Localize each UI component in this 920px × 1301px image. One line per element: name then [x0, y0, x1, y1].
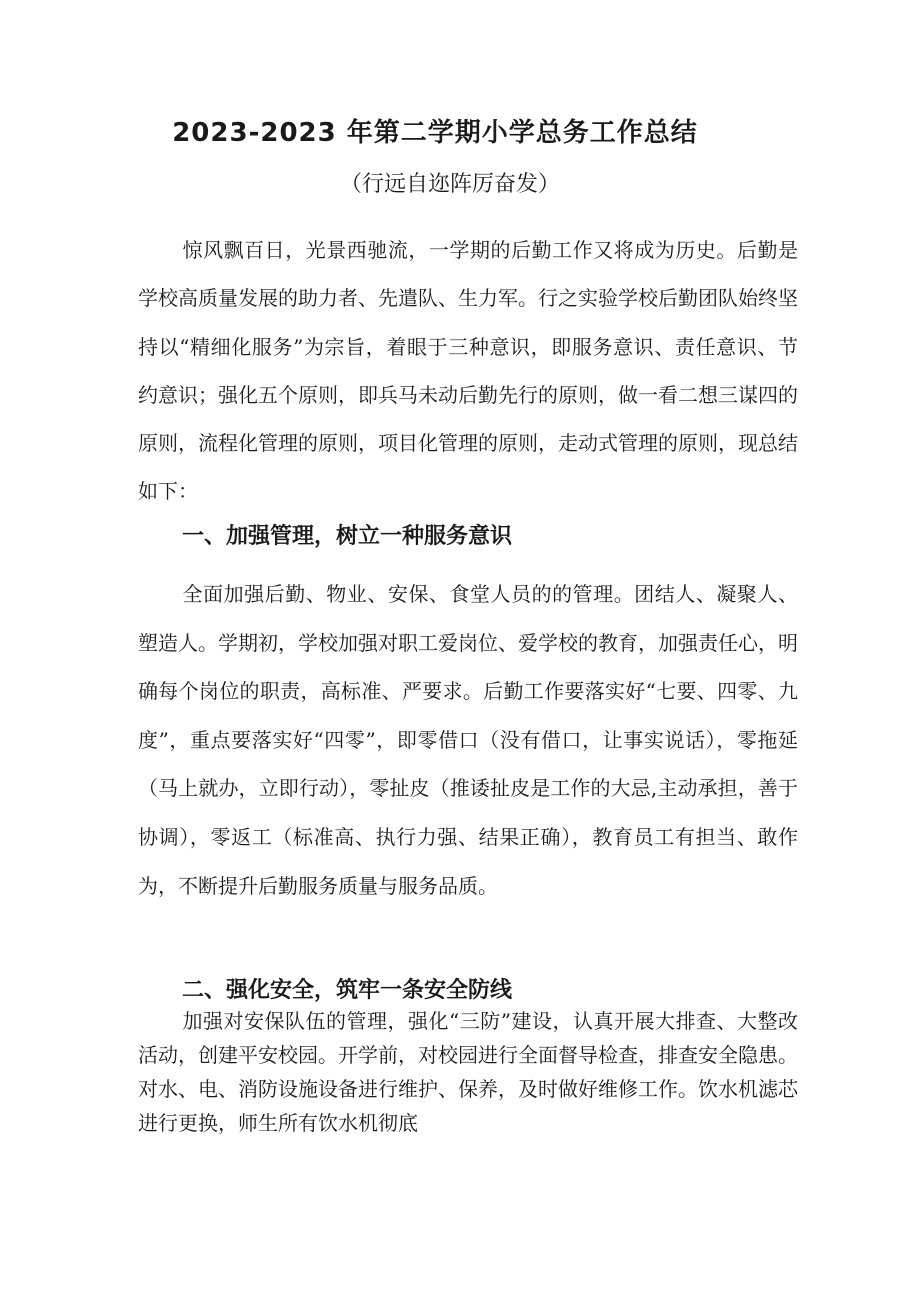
section-1-paragraph-text: 全面加强后勤、物业、安保、食堂人员的的管理。团结人、凝聚人、塑造人。学期初，学校加强对职工爱岗位、爱学校的教育，加强责任心，明确每个岗位的职责，高标准、严要求。后勤工作要落实好“七要、四零、九度”，重点要落实好“四零”，即零借口（没有借口，让事实说话），零拖延（马上就办，立即行动），零扯皮（推诿扯皮是工作的大忌,主动承担，善于协调），零返工（标准高、执行力强、结果正确），教育员工有担当、敢作为，不断提升后勤服务质量与服务品质。: [138, 582, 798, 898]
intro-paragraph-text: 惊风飘百日，光景西驰流，一学期的后勤工作又将成为历史。后勤是学校高质量发展的助力者、先遣队、生力军。行之实验学校后勤团队始终坚持以“精细化服务”为宗旨，着眼于三种意识，即服务意识、责任意识、节约意识；强化五个原则，即兵马未动后勤先行的原则，做一看二想三谋四的原则，流程化管理的原则，项目化管理的原则，走动式管理的原则，现总结如下：: [138, 238, 798, 504]
intro-paragraph: [138, 226, 798, 516]
section-2-paragraph-text: 加强对安保队伍的管理，强化“三防”建设，认真开展大排查、大整改活动，创建平安校园。开学前，对校园进行全面督导检查，排查安全隐患。对水、电、消防设施设备进行维护、保养，及时做好维修工作。饮水机滤芯进行更换，师生所有饮水机彻底: [138, 1009, 798, 1135]
section-2-paragraph: [138, 1004, 798, 1140]
section-1-paragraph: [138, 570, 798, 910]
document-title: 2023-2023 年第二学期小学总务工作总结: [172, 118, 698, 148]
section-heading-2: 二、强化安全，筑牢一条安全防线: [182, 978, 513, 1003]
section-heading-1: 一、加强管理，树立一种服务意识: [182, 524, 513, 549]
document-subtitle: （行远自迩阵厉奋发）: [339, 172, 560, 197]
